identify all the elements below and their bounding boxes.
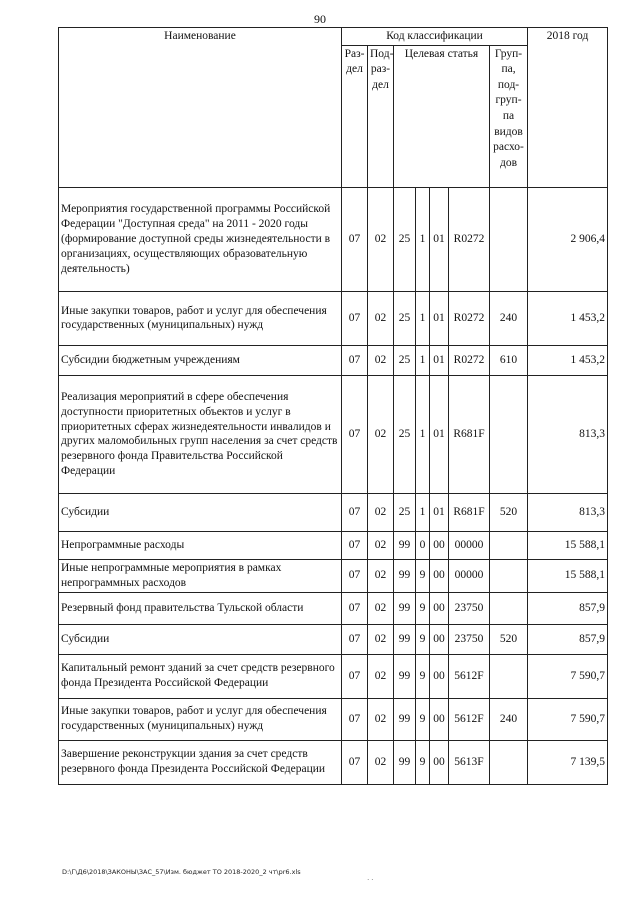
cell-razdel: 07 (342, 345, 368, 375)
cell-vr (490, 740, 528, 784)
cell-c2: 9 (416, 559, 430, 592)
cell-razdel: 07 (342, 375, 368, 493)
cell-vr: 240 (490, 291, 528, 345)
cell-podrazdel: 02 (368, 291, 394, 345)
footer-file-path: D:\Г\Д6\2018\ЗАКОНЫ\ЗАС_57\Изм. бюджет ТО 2018-2020_2 чт\pr6.xls (62, 868, 301, 876)
cell-podrazdel: 02 (368, 624, 394, 654)
header-year: 2018 год (528, 28, 608, 188)
cell-c1: 99 (394, 531, 416, 559)
cell-c4: 00000 (449, 531, 490, 559)
cell-c4: 23750 (449, 624, 490, 654)
cell-c3: 00 (430, 698, 449, 740)
cell-sum: 7 139,5 (528, 740, 608, 784)
scan-specks: · · (367, 876, 374, 884)
cell-c3: 00 (430, 559, 449, 592)
table-row (59, 559, 608, 592)
cell-sum: 7 590,7 (528, 698, 608, 740)
table-row (59, 740, 608, 784)
cell-c3: 01 (430, 375, 449, 493)
cell-podrazdel: 02 (368, 740, 394, 784)
cell-podrazdel: 02 (368, 698, 394, 740)
cell-c4: 23750 (449, 592, 490, 624)
cell-c3: 01 (430, 291, 449, 345)
cell-sum: 15 588,1 (528, 531, 608, 559)
header-code-group: Код классификации (342, 28, 528, 46)
cell-vr: 520 (490, 493, 528, 531)
cell-name: Завершение реконструкции здания за счет средств резервного фонда Президента Российской Федерации (59, 740, 342, 784)
header-expense-group: Груп-па, под-груп-па видов расхо-дов (490, 45, 528, 187)
cell-sum: 857,9 (528, 624, 608, 654)
cell-c4: R0272 (449, 345, 490, 375)
cell-podrazdel: 02 (368, 531, 394, 559)
cell-c3: 00 (430, 592, 449, 624)
cell-c2: 1 (416, 291, 430, 345)
cell-c4: R0272 (449, 291, 490, 345)
cell-c1: 25 (394, 345, 416, 375)
cell-name: Капитальный ремонт зданий за счет средств резервного фонда Президента Российской Федерации (59, 654, 342, 698)
cell-name: Субсидии (59, 624, 342, 654)
cell-razdel: 07 (342, 698, 368, 740)
budget-table (58, 27, 608, 785)
cell-sum: 2 906,4 (528, 187, 608, 291)
cell-sum: 813,3 (528, 493, 608, 531)
cell-razdel: 07 (342, 187, 368, 291)
cell-c4: R681F (449, 375, 490, 493)
cell-c2: 9 (416, 592, 430, 624)
table-row (59, 493, 608, 531)
cell-podrazdel: 02 (368, 493, 394, 531)
cell-vr: 240 (490, 698, 528, 740)
cell-c3: 00 (430, 654, 449, 698)
cell-razdel: 07 (342, 291, 368, 345)
cell-sum: 857,9 (528, 592, 608, 624)
cell-c2: 9 (416, 654, 430, 698)
cell-c4: 5613F (449, 740, 490, 784)
cell-podrazdel: 02 (368, 654, 394, 698)
cell-c2: 1 (416, 345, 430, 375)
page-number: 90 (314, 12, 326, 26)
cell-podrazdel: 02 (368, 592, 394, 624)
cell-razdel: 07 (342, 493, 368, 531)
table-row (59, 654, 608, 698)
cell-sum: 1 453,2 (528, 345, 608, 375)
cell-razdel: 07 (342, 592, 368, 624)
cell-c4: R681F (449, 493, 490, 531)
cell-c2: 9 (416, 698, 430, 740)
header-target-article: Целевая статья (394, 45, 490, 187)
cell-c1: 25 (394, 493, 416, 531)
header-subsection: Под-раз-дел (368, 45, 394, 187)
cell-podrazdel: 02 (368, 375, 394, 493)
cell-razdel: 07 (342, 559, 368, 592)
cell-sum: 7 590,7 (528, 654, 608, 698)
cell-podrazdel: 02 (368, 345, 394, 375)
cell-razdel: 07 (342, 531, 368, 559)
cell-vr (490, 375, 528, 493)
cell-name: Непрограммные расходы (59, 531, 342, 559)
table-row (59, 624, 608, 654)
table-row (59, 187, 608, 291)
cell-c2: 1 (416, 187, 430, 291)
cell-c4: 5612F (449, 654, 490, 698)
cell-vr: 610 (490, 345, 528, 375)
cell-c1: 99 (394, 624, 416, 654)
cell-name: Реализация мероприятий в сфере обеспечения доступности приоритетных объектов и услуг в приоритетных сферах жизнедеятельности инвалидов и других маломобильных групп населения за счет средств резервного фонда Правительства Российской Федерации (59, 375, 342, 493)
cell-vr (490, 592, 528, 624)
cell-vr: 520 (490, 624, 528, 654)
cell-podrazdel: 02 (368, 559, 394, 592)
cell-vr (490, 187, 528, 291)
table-body (59, 187, 608, 784)
table-row (59, 592, 608, 624)
cell-name: Резервный фонд правительства Тульской области (59, 592, 342, 624)
cell-name: Иные непрограммные мероприятия в рамках непрограммных расходов (59, 559, 342, 592)
table-row (59, 375, 608, 493)
cell-c1: 99 (394, 559, 416, 592)
cell-c3: 00 (430, 740, 449, 784)
cell-c2: 1 (416, 375, 430, 493)
cell-c1: 99 (394, 592, 416, 624)
table-row (59, 531, 608, 559)
table-row (59, 291, 608, 345)
cell-c1: 99 (394, 740, 416, 784)
cell-vr (490, 559, 528, 592)
cell-razdel: 07 (342, 654, 368, 698)
cell-name: Субсидии бюджетным учреждениям (59, 345, 342, 375)
cell-name: Мероприятия государственной программы Российской Федерации "Доступная среда" на 2011 - 2020 годы (формирование доступной среды жизнедеятельности в организациях, осуществляющих образовательную деятельность) (59, 187, 342, 291)
cell-c1: 99 (394, 698, 416, 740)
cell-c1: 25 (394, 375, 416, 493)
cell-c4: 00000 (449, 559, 490, 592)
cell-razdel: 07 (342, 740, 368, 784)
cell-c4: 5612F (449, 698, 490, 740)
table-row (59, 698, 608, 740)
cell-c3: 00 (430, 624, 449, 654)
cell-vr (490, 654, 528, 698)
cell-name: Иные закупки товаров, работ и услуг для обеспечения государственных (муниципальных) нужд (59, 698, 342, 740)
table-header (59, 28, 608, 188)
cell-razdel: 07 (342, 624, 368, 654)
cell-c2: 1 (416, 493, 430, 531)
cell-podrazdel: 02 (368, 187, 394, 291)
cell-c1: 25 (394, 187, 416, 291)
cell-c2: 9 (416, 740, 430, 784)
cell-name: Субсидии (59, 493, 342, 531)
cell-c2: 9 (416, 624, 430, 654)
cell-c2: 0 (416, 531, 430, 559)
cell-c3: 01 (430, 187, 449, 291)
header-name: Наименование (59, 28, 342, 188)
cell-c1: 25 (394, 291, 416, 345)
cell-sum: 15 588,1 (528, 559, 608, 592)
table-row (59, 345, 608, 375)
cell-vr (490, 531, 528, 559)
cell-c3: 01 (430, 345, 449, 375)
cell-sum: 1 453,2 (528, 291, 608, 345)
cell-c3: 00 (430, 531, 449, 559)
cell-c1: 99 (394, 654, 416, 698)
header-section: Раз-дел (342, 45, 368, 187)
cell-name: Иные закупки товаров, работ и услуг для обеспечения государственных (муниципальных) нужд (59, 291, 342, 345)
cell-sum: 813,3 (528, 375, 608, 493)
cell-c3: 01 (430, 493, 449, 531)
cell-c4: R0272 (449, 187, 490, 291)
